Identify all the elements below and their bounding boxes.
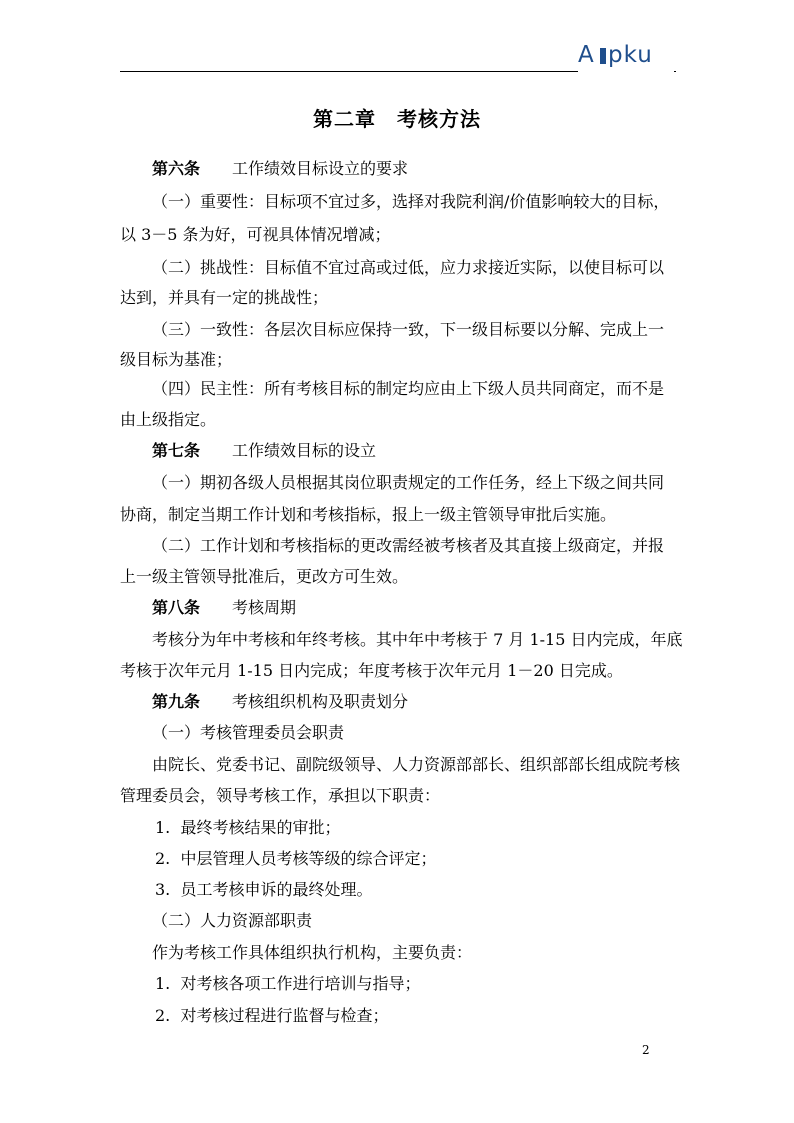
page-number: 2 — [642, 1043, 650, 1057]
list-item: 2. 对考核过程进行监督与检查； — [155, 1006, 389, 1025]
paragraph-line: 管理委员会，领导考核工作，承担以下职责： — [120, 786, 441, 805]
paragraph-line: 级目标为基准； — [120, 350, 233, 369]
article-6-title: 工作绩效目标设立的要求 — [232, 159, 409, 178]
logo-letter-a: A — [578, 42, 595, 68]
paragraph-line: （一）期初各级人员根据其岗位职责规定的工作任务，经上下级之间共同 — [152, 473, 665, 492]
paragraph-line: （三）一致性：各层次目标应保持一致，下一级目标要以分解、完成上一 — [152, 320, 665, 339]
logo-bar-mark — [600, 48, 606, 64]
paragraph-line: （一）考核管理委员会职责 — [152, 723, 345, 742]
paragraph-line: 考核分为年中考核和年终考核。其中年中考核于 7 月 1-15 日内完成，年底 — [152, 630, 683, 649]
paragraph-line: 以 3－5 条为好，可视具体情况增减； — [120, 225, 391, 244]
article-8-heading: 第八条 — [152, 598, 201, 617]
article-7-title: 工作绩效目标的设立 — [232, 441, 377, 460]
paragraph-line: （二）工作计划和考核指标的更改需经被考核者及其直接上级商定，并报 — [152, 536, 665, 555]
article-9-heading: 第九条 — [152, 692, 201, 711]
paragraph-line: （四）民主性：所有考核目标的制定均应由上下级人员共同商定，而不是 — [152, 379, 665, 398]
paragraph-line: 由院长、党委书记、副院级领导、人力资源部部长、组织部部长组成院考核 — [152, 755, 681, 774]
paragraph-line: （一）重要性：目标项不宜过多，选择对我院利润/价值影响较大的目标， — [152, 192, 670, 211]
logo-letters: pku — [608, 42, 653, 68]
paragraph-line: 考核于次年元月 1-15 日内完成；年度考核于次年元月 1－20 日完成。 — [120, 661, 623, 680]
paragraph-line: （二）人力资源部职责 — [152, 911, 313, 930]
list-item: 3. 员工考核申诉的最终处理。 — [155, 880, 373, 899]
header-rule-end — [674, 71, 676, 72]
paragraph-line: 上一级主管领导批准后，更改方可生效。 — [120, 567, 409, 586]
header-rule — [120, 71, 578, 72]
list-item: 1. 对考核各项工作进行培训与指导； — [155, 974, 421, 993]
company-logo — [578, 42, 678, 72]
paragraph-line: 由上级指定。 — [120, 410, 217, 429]
article-9-title: 考核组织机构及职责划分 — [232, 692, 409, 711]
article-6-heading: 第六条 — [152, 159, 201, 178]
list-item: 1. 最终考核结果的审批； — [155, 818, 341, 837]
paragraph-line: 作为考核工作具体组织执行机构，主要负责： — [152, 943, 473, 962]
paragraph-line: 达到，并具有一定的挑战性； — [120, 288, 329, 307]
paragraph-line: 协商，制定当期工作计划和考核指标，报上一级主管领导审批后实施。 — [120, 505, 617, 524]
list-item: 2. 中层管理人员考核等级的综合评定； — [155, 849, 437, 868]
paragraph-line: （二）挑战性：目标值不宜过高或过低，应力求接近实际，以使目标可以 — [152, 258, 665, 277]
chapter-title: 第二章 考核方法 — [313, 107, 481, 131]
article-7-heading: 第七条 — [152, 441, 201, 460]
article-8-title: 考核周期 — [232, 598, 297, 617]
